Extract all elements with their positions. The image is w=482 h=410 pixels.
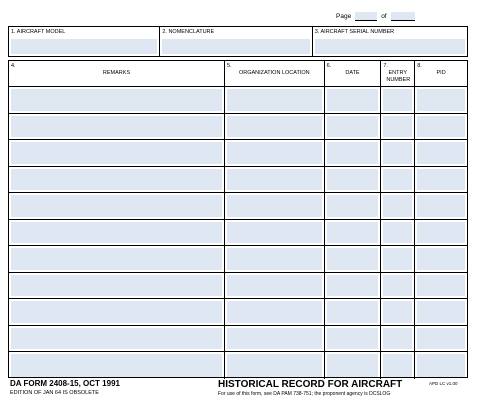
pid-column-header xyxy=(415,61,467,86)
organization-location-field[interactable] xyxy=(227,89,322,111)
pid-field[interactable] xyxy=(417,354,465,377)
pid-field[interactable] xyxy=(417,142,465,164)
date-field[interactable] xyxy=(327,169,379,191)
column-number: 8. xyxy=(417,63,422,69)
date-field[interactable] xyxy=(327,248,379,270)
remarks-cell xyxy=(9,193,225,219)
table-row xyxy=(9,299,467,326)
column-number: 4. xyxy=(11,63,16,69)
table-row xyxy=(9,167,467,194)
entry-number-cell xyxy=(381,87,415,113)
organization-location-cell xyxy=(225,326,325,352)
date-cell xyxy=(325,299,382,325)
organization-location-field[interactable] xyxy=(227,248,322,270)
pid-field[interactable] xyxy=(417,275,465,297)
remarks-cell xyxy=(9,167,225,193)
pid-field[interactable] xyxy=(417,195,465,217)
date-field[interactable] xyxy=(327,116,379,138)
pid-cell xyxy=(415,87,467,113)
table-body xyxy=(9,87,467,379)
date-field[interactable] xyxy=(327,142,379,164)
organization-location-field[interactable] xyxy=(227,142,322,164)
date-cell xyxy=(325,273,382,299)
date-field[interactable] xyxy=(327,89,379,111)
table-row xyxy=(9,326,467,353)
date-cell xyxy=(325,87,382,113)
aircraft-header xyxy=(8,26,468,57)
organization-location-field[interactable] xyxy=(227,195,322,217)
table-row xyxy=(9,273,467,300)
entry-number-field[interactable] xyxy=(383,248,412,270)
nomenclature-label: 2. NOMENCLATURE xyxy=(162,29,215,35)
table-row xyxy=(9,114,467,141)
entry-number-cell xyxy=(381,246,415,272)
column-label: PID xyxy=(436,70,446,76)
date-column-header xyxy=(325,61,382,86)
column-label: ORGANIZATION LOCATION xyxy=(238,70,310,76)
entry-number-field[interactable] xyxy=(383,142,412,164)
remarks-field[interactable] xyxy=(11,195,222,217)
organization-location-field[interactable] xyxy=(227,116,322,138)
remarks-cell xyxy=(9,87,225,113)
entry-number-cell xyxy=(381,220,415,246)
total-pages-field[interactable] xyxy=(391,12,415,21)
column-number: 6. xyxy=(326,63,332,69)
serial-number-field[interactable] xyxy=(315,39,465,54)
entry-number-cell xyxy=(381,352,415,379)
pid-field[interactable] xyxy=(417,89,465,111)
remarks-field[interactable] xyxy=(11,222,222,244)
pid-cell xyxy=(415,352,467,379)
entry-number-column-header xyxy=(381,61,415,86)
remarks-field[interactable] xyxy=(11,328,222,350)
table-row xyxy=(9,193,467,220)
entry-number-field[interactable] xyxy=(383,301,412,323)
nomenclature-cell xyxy=(160,27,312,56)
remarks-field[interactable] xyxy=(11,248,222,270)
organization-location-field[interactable] xyxy=(227,275,322,297)
organization-location-field[interactable] xyxy=(227,354,322,377)
organization-location-column-header xyxy=(225,61,325,86)
serial-number-cell xyxy=(313,27,467,56)
date-field[interactable] xyxy=(327,222,379,244)
entry-number-cell xyxy=(381,140,415,166)
date-field[interactable] xyxy=(327,275,379,297)
organization-location-field[interactable] xyxy=(227,301,322,323)
remarks-cell xyxy=(9,220,225,246)
organization-location-cell xyxy=(225,220,325,246)
form-id: DA FORM 2408-15, OCT 1991 xyxy=(10,379,120,388)
organization-location-field[interactable] xyxy=(227,222,322,244)
table-row xyxy=(9,140,467,167)
nomenclature-field[interactable] xyxy=(162,39,309,54)
date-cell xyxy=(325,220,382,246)
remarks-cell xyxy=(9,140,225,166)
pid-cell xyxy=(415,114,467,140)
date-cell xyxy=(325,114,382,140)
date-cell xyxy=(325,352,382,379)
organization-location-field[interactable] xyxy=(227,328,322,350)
organization-location-field[interactable] xyxy=(227,169,322,191)
page-number-line xyxy=(336,12,415,21)
pid-field[interactable] xyxy=(417,248,465,270)
remarks-cell xyxy=(9,326,225,352)
pid-cell xyxy=(415,220,467,246)
pid-cell xyxy=(415,273,467,299)
table-row xyxy=(9,352,467,379)
entry-number-cell xyxy=(381,167,415,193)
organization-location-cell xyxy=(225,167,325,193)
organization-location-cell xyxy=(225,299,325,325)
date-field[interactable] xyxy=(327,328,379,350)
aircraft-model-label: 1. AIRCRAFT MODEL xyxy=(11,29,66,35)
date-cell xyxy=(325,246,382,272)
organization-location-cell xyxy=(225,114,325,140)
column-label: DATE xyxy=(345,70,360,76)
entry-number-field[interactable] xyxy=(383,328,412,350)
pid-field[interactable] xyxy=(417,116,465,138)
entry-number-field[interactable] xyxy=(383,116,412,138)
table-row xyxy=(9,220,467,247)
column-label: REMARKS xyxy=(102,70,131,76)
edition-note: EDITION OF JAN 64 IS OBSOLETE xyxy=(10,390,99,396)
entry-number-field[interactable] xyxy=(383,354,412,377)
entry-number-field[interactable] xyxy=(383,89,412,111)
table-row xyxy=(9,246,467,273)
entry-number-cell xyxy=(381,299,415,325)
column-number: 7. xyxy=(383,63,388,69)
remarks-cell xyxy=(9,299,225,325)
organization-location-cell xyxy=(225,140,325,166)
organization-location-cell xyxy=(225,193,325,219)
version-label: APD LC v1.00 xyxy=(429,381,458,386)
pid-cell xyxy=(415,167,467,193)
entry-number-cell xyxy=(381,326,415,352)
remarks-cell xyxy=(9,246,225,272)
page-label: Page xyxy=(336,13,352,20)
remarks-cell xyxy=(9,273,225,299)
remarks-field[interactable] xyxy=(11,301,222,323)
remarks-field[interactable] xyxy=(11,275,222,297)
form-footer xyxy=(8,379,478,409)
entry-number-field[interactable] xyxy=(383,169,412,191)
remarks-field[interactable] xyxy=(11,116,222,138)
of-label: of xyxy=(381,13,387,20)
usage-note: For use of this form, see DA PAM 738-751; the proponent agency is DCSLOG xyxy=(218,391,391,397)
pid-cell xyxy=(415,326,467,352)
pid-cell xyxy=(415,246,467,272)
serial-number-label: 3. AIRCRAFT SERIAL NUMBER xyxy=(314,29,395,35)
date-field[interactable] xyxy=(327,301,379,323)
organization-location-cell xyxy=(225,352,325,379)
entry-number-cell xyxy=(381,114,415,140)
remarks-field[interactable] xyxy=(11,89,222,111)
entry-number-field[interactable] xyxy=(383,222,412,244)
date-field[interactable] xyxy=(327,195,379,217)
remarks-cell xyxy=(9,352,225,379)
date-field[interactable] xyxy=(327,354,379,377)
pid-field[interactable] xyxy=(417,222,465,244)
date-cell xyxy=(325,193,382,219)
column-label: ENTRY NUMBER xyxy=(386,70,411,83)
aircraft-model-field[interactable] xyxy=(11,39,157,54)
page-number-field[interactable] xyxy=(355,12,377,21)
organization-location-cell xyxy=(225,246,325,272)
pid-cell xyxy=(415,140,467,166)
pid-field[interactable] xyxy=(417,301,465,323)
form-title: HISTORICAL RECORD FOR AIRCRAFT xyxy=(218,379,403,390)
remarks-field[interactable] xyxy=(11,142,222,164)
date-cell xyxy=(325,167,382,193)
pid-cell xyxy=(415,193,467,219)
aircraft-model-cell xyxy=(9,27,160,56)
date-cell xyxy=(325,140,382,166)
pid-field[interactable] xyxy=(417,328,465,350)
remarks-cell xyxy=(9,114,225,140)
pid-field[interactable] xyxy=(417,169,465,191)
table-header xyxy=(9,61,467,87)
remarks-column-header xyxy=(9,61,225,86)
organization-location-cell xyxy=(225,273,325,299)
entry-number-field[interactable] xyxy=(383,275,412,297)
date-cell xyxy=(325,326,382,352)
remarks-field[interactable] xyxy=(11,169,222,191)
entry-number-cell xyxy=(381,193,415,219)
remarks-field[interactable] xyxy=(11,354,222,377)
remarks-table xyxy=(8,60,468,378)
table-row xyxy=(9,87,467,114)
column-number: 5. xyxy=(227,63,232,69)
entry-number-field[interactable] xyxy=(383,195,412,217)
entry-number-cell xyxy=(381,273,415,299)
organization-location-cell xyxy=(225,87,325,113)
pid-cell xyxy=(415,299,467,325)
